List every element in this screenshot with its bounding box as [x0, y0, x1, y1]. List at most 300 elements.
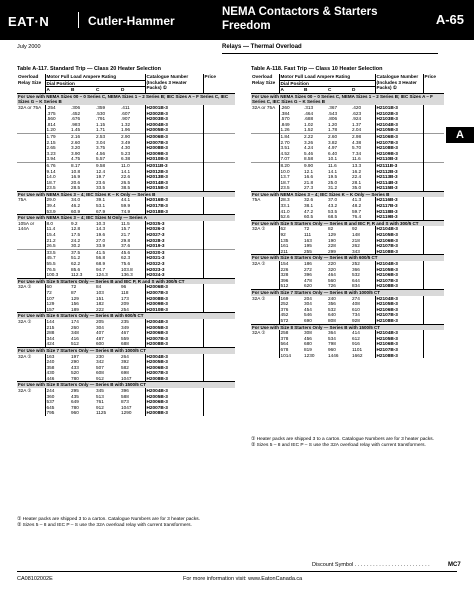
amp-rating: 169: [280, 295, 289, 301]
amp-rating: 14.1: [121, 168, 131, 174]
catalogue-number: H2007B-3: [145, 405, 203, 411]
catalogue-number: H2014B-3: [145, 180, 203, 186]
amp-rating: 9.14: [46, 168, 56, 174]
amp-rating: 546: [304, 312, 312, 318]
amp-rating: 72: [71, 284, 77, 290]
amp-rating: 299: [328, 248, 336, 254]
brand-divider: [78, 12, 79, 28]
catalogue-number: H2006B-3: [145, 284, 203, 290]
catalogue-number: H2107B-3: [375, 347, 423, 353]
catalogue-number: H2103B-3: [375, 116, 423, 122]
amp-rating: 18.7: [280, 179, 290, 185]
amp-rating: 24.2: [71, 237, 81, 243]
footer-info: For more information visit: www.EatonCanada.ca: [183, 576, 303, 582]
amp-rating: .924: [352, 116, 362, 122]
amp-rating: 10.0: [280, 168, 290, 174]
amp-rating: 8.0: [46, 220, 54, 226]
amp-rating: 18.7: [46, 179, 56, 185]
amp-rating: 620: [304, 283, 312, 289]
amp-rating: .375: [46, 110, 56, 116]
amp-rating: 3.20: [71, 145, 81, 151]
amp-rating: 45.6: [120, 249, 145, 255]
amp-rating: 15.7: [121, 226, 131, 232]
amp-rating: .452: [71, 110, 81, 116]
amp-rating: 2.65: [46, 145, 56, 151]
section-title: For Use with NEMA Sizes 3 – 4; IEC Sizes N Only — Series A: [17, 215, 235, 221]
amp-rating: 144: [46, 318, 55, 324]
amp-rating: 22.4: [352, 174, 362, 180]
amp-rating: .543: [328, 110, 338, 116]
amp-rating: 288: [46, 330, 55, 336]
relay-size: 32A or 75A: [17, 105, 45, 133]
amp-rating: 408: [352, 301, 360, 307]
amp-rating: 195: [304, 243, 312, 249]
amp-rating: .607: [121, 110, 131, 116]
amp-rating: 349: [121, 324, 129, 330]
amp-rating: 1230: [304, 352, 315, 358]
amp-rating: 2.04: [352, 127, 362, 133]
amp-rating: 532: [352, 272, 360, 278]
amp-rating: 513: [96, 393, 104, 399]
amp-rating: 211: [280, 248, 288, 254]
amp-rating: 135: [280, 237, 289, 243]
amp-rating: 29.8: [121, 237, 131, 243]
section-row: [251, 220, 444, 226]
amp-rating: 264: [121, 353, 129, 359]
catalogue-number: H2105B-3: [375, 336, 423, 342]
amp-rating: 396: [121, 388, 129, 394]
amp-rating: 4.97: [328, 145, 338, 151]
amp-rating: 446: [46, 375, 55, 381]
catalogue-number: H2105B-3: [375, 232, 423, 238]
relay-size: [17, 249, 45, 278]
amp-rating: 255: [304, 248, 312, 254]
amp-rating: .806: [328, 116, 338, 122]
col-header-catalogue: Catalogue Number (Includes 3 Heater Packs) ①: [375, 74, 423, 93]
amp-rating: 20.6: [71, 179, 81, 185]
amp-rating: 3.23: [46, 150, 56, 156]
catalogue-number: H2015B-3: [145, 185, 203, 191]
amp-rating: 600: [96, 341, 104, 347]
catalogue-number: H2115B-3: [375, 185, 423, 191]
amp-rating: 507: [96, 364, 104, 370]
catalogue-number: H2107B-3: [375, 312, 423, 318]
amp-rating: 34.0: [71, 197, 81, 203]
amp-rating: 28.1: [352, 179, 362, 185]
amp-rating: 14.1: [328, 168, 338, 174]
amp-rating: 644: [352, 277, 360, 283]
catalogue-number: H2117B-3: [375, 203, 423, 209]
amp-rating: 452: [280, 312, 289, 318]
section-title: For Use with NEMA Sizes 3 – 4; IEC Sizes K – K Only — Series B: [17, 191, 235, 197]
amp-rating: 38.5: [121, 185, 131, 191]
amp-rating: 16.9: [71, 174, 81, 180]
amp-rating: 82: [328, 226, 334, 232]
section-title: For Use with NEMA Sizes 00 – 0 Series C, NEMA Sizes 1 – 2 Series B; IEC Sizes A – F Series C, IEC Sizes G – K Series B: [251, 93, 444, 105]
amp-rating: 174: [71, 318, 79, 324]
amp-rating: 6.38: [121, 156, 131, 162]
footnote: ② Sizes 5 – 8 and IEC P – S use the 32A overload relay with current transformers.: [251, 442, 426, 448]
amp-rating: 478: [304, 277, 312, 283]
catalogue-number: H2105B-3: [375, 267, 423, 273]
amp-rating: 220: [328, 261, 336, 266]
amp-rating: 808: [328, 317, 336, 323]
col-header-size: Overload Relay Size: [251, 74, 279, 93]
amp-rating: 1.02: [304, 121, 314, 127]
catalogue-number: H2112B-3: [375, 169, 423, 175]
amp-rating: 59.9: [121, 203, 131, 209]
catalogue-number: H2005B-3: [145, 325, 203, 331]
catalogue-number: H2109B-3: [375, 151, 423, 157]
amp-rating: 75.6: [121, 261, 131, 266]
amp-rating: 537: [46, 399, 55, 405]
amp-rating: 512: [280, 283, 289, 289]
amp-rating: 21.7: [121, 232, 131, 238]
amp-rating: 76.5: [46, 266, 56, 272]
amp-rating: 235: [121, 318, 129, 324]
catalogue-number: H2104B-3: [375, 122, 423, 128]
amp-rating: 44.1: [121, 197, 131, 203]
catalogue-number: H2006B-3: [145, 133, 203, 139]
catalogue-number: H2013B-3: [145, 174, 203, 180]
amp-rating: 163: [304, 237, 312, 243]
amp-rating: 610: [352, 306, 360, 312]
amp-rating: 1.71: [96, 127, 106, 133]
amp-rating: 23.6: [96, 179, 106, 185]
amp-rating: 3.94: [46, 156, 56, 162]
date: July 2000: [17, 44, 41, 50]
catalogue-number: H2008B-3: [145, 376, 203, 382]
amp-rating: 873: [121, 399, 129, 405]
left-footnotes: [17, 517, 232, 529]
amp-rating: .676: [71, 116, 81, 122]
price-cell: [423, 353, 444, 359]
amp-rating: 358: [46, 364, 55, 370]
catalogue-number: H2105B-3: [375, 301, 423, 307]
amp-rating: 5.46: [304, 150, 314, 156]
amp-rating: 348: [71, 330, 79, 336]
footnote: ① Heater packs are shipped 3 to a carton. Catalogue Numbers are for 3 heater packs.: [251, 437, 434, 442]
amp-rating: 1.96: [121, 127, 131, 133]
catalogue-number: H2023-3: [145, 267, 203, 273]
amp-rating: 2.15: [46, 139, 56, 145]
amp-rating: 39.1: [96, 197, 106, 203]
amp-rating: 378: [280, 335, 289, 341]
amp-rating: 433: [71, 364, 79, 370]
amp-rating: 60.9: [71, 208, 81, 214]
amp-rating: 4.52: [280, 150, 290, 156]
section-title: For Use with NEMA Sizes 3 – 4; IEC Sizes K – K Only — Series B: [251, 191, 444, 197]
amp-rating: 84: [96, 284, 102, 290]
catalogue-number: H2024-3: [145, 272, 203, 278]
amp-rating: 11.6: [327, 162, 351, 168]
amp-rating: 204: [304, 295, 312, 301]
amp-rating: 2.60: [327, 133, 351, 139]
amp-rating: 39.4: [46, 203, 56, 209]
amp-rating: 2.53: [95, 133, 120, 139]
amp-rating: 356: [328, 301, 336, 307]
amp-rating: 21.8: [304, 179, 314, 185]
amp-rating: 376: [280, 306, 289, 312]
amp-rating: .530: [96, 110, 106, 116]
amp-rating: 33.9: [96, 243, 106, 249]
amp-rating: 1.84: [279, 133, 303, 139]
catalogue-number: H2004B-3: [145, 388, 203, 394]
amp-rating: 47.2: [304, 208, 314, 214]
relay-size: 32A ②: [17, 354, 45, 382]
amp-rating: 19.5: [328, 174, 338, 180]
amp-rating: 6.76: [45, 162, 70, 168]
amp-rating: 456: [304, 335, 312, 341]
table-row: [251, 353, 444, 359]
catalogue-number: H2106B-3: [375, 133, 423, 139]
amp-rating: 161: [280, 243, 289, 249]
amp-rating: 118: [121, 289, 129, 295]
amp-rating: 33.5: [96, 185, 106, 191]
amp-rating: 156: [71, 301, 79, 307]
amp-rating: 304: [304, 301, 312, 307]
catalogue-number: H2027-3: [145, 232, 203, 238]
amp-rating: 7.34: [352, 150, 362, 156]
amp-rating: .907: [121, 116, 131, 122]
col-header-range: Motor Full Load Ampere Rating: [279, 74, 375, 80]
amp-rating: 5.57: [96, 156, 106, 162]
amp-rating: 262: [352, 243, 360, 249]
amp-rating: .623: [352, 110, 362, 116]
amp-rating: 1.20: [46, 127, 56, 133]
amp-rating: 5.70: [352, 145, 362, 151]
amp-rating: 27.0: [96, 237, 106, 243]
amp-rating: 1.32: [121, 121, 131, 127]
amp-rating: 1.52: [304, 127, 314, 133]
amp-rating: 612: [352, 335, 360, 341]
amp-rating: 23.5: [46, 185, 56, 191]
amp-rating: 13.7: [280, 174, 290, 180]
catalogue-number: H2020-3: [145, 249, 203, 255]
amp-rating: 1.20: [328, 121, 338, 127]
footnote: ② Sizes 5 – 8 and IEC P – S use the 32A overload relay with current transformers.: [17, 522, 192, 528]
catalogue-number: H2009B-3: [145, 301, 203, 307]
amp-rating: 12.1: [304, 168, 314, 174]
section-title: For Use with Size 6 Starters Only — Series B with 600/5 CT: [17, 313, 235, 319]
amp-rating: 62.2: [71, 261, 81, 266]
amp-rating: 392: [121, 359, 129, 365]
catalogue-number: H2018B-3: [145, 209, 203, 215]
relay-size: 32A or 75A: [251, 105, 279, 133]
amp-rating: 780: [71, 404, 79, 410]
catalogue-number: H2107B-3: [375, 140, 423, 146]
amp-rating: 4.75: [71, 156, 81, 162]
amp-rating: 3.26: [304, 139, 314, 145]
amp-rating: 4.30: [121, 145, 131, 151]
page-title-line2: Freedom: [222, 20, 271, 32]
amp-rating: 3.04: [96, 139, 106, 145]
col-header-catalogue: Catalogue Number (Includes 3 Heater Packs) ①: [145, 74, 203, 93]
amp-rating: 1.79: [45, 133, 70, 139]
amp-rating: 190: [328, 237, 336, 243]
amp-rating: 10.1: [328, 156, 338, 162]
catalogue-number: H2004B-3: [145, 319, 203, 325]
amp-rating: 9.90: [303, 162, 327, 168]
catalogue-number: H2003B-3: [145, 116, 203, 122]
amp-rating: 588: [121, 393, 129, 399]
cutler-hammer-logo: Cutler-Hammer: [88, 14, 175, 28]
amp-rating: 33.5: [45, 249, 70, 255]
amp-rating: 320: [328, 266, 336, 272]
amp-rating: 8.20: [279, 162, 303, 168]
relay-size: [251, 162, 279, 191]
catalogue-number: H2006B-3: [145, 365, 203, 371]
section-title: For Use with Size 5 Starters Only — Series B and IEC P, R and S with 300/5 CT: [251, 220, 444, 226]
amp-rating: 2.98: [351, 133, 375, 139]
dial-col-d: D: [351, 87, 375, 94]
amp-rating: 112.3: [71, 272, 83, 278]
amp-rating: 72: [46, 289, 52, 295]
amp-rating: 30.2: [71, 243, 81, 249]
section-title: For Use with Size 8 Starters Only — Series B with 1500/5 CT: [17, 382, 235, 388]
amp-rating: 76.4: [352, 214, 362, 220]
catalogue-number: H2009B-3: [145, 151, 203, 157]
catalogue-number: H2108B-3: [375, 283, 423, 289]
amp-rating: 107: [46, 295, 55, 301]
amp-rating: 414: [352, 330, 360, 336]
catalogue-number: H2108B-3: [375, 318, 423, 324]
amp-rating: 4.24: [304, 145, 314, 151]
relay-size: 32A ②: [17, 284, 45, 312]
catalogue-number: H2008B-3: [145, 410, 203, 416]
amp-rating: 726: [328, 283, 336, 289]
col-header-dial: Dial Position: [45, 80, 145, 87]
catalogue-number: H2107B-3: [375, 243, 423, 249]
amp-rating: 14.3: [96, 226, 106, 232]
amp-rating: 129: [328, 232, 336, 238]
relay-size: 75A: [17, 197, 45, 214]
amp-rating: 163: [46, 353, 55, 359]
catalogue-number: H2019-3: [145, 243, 203, 249]
amp-rating: 819: [304, 346, 312, 352]
section-title: For Use with Size 6 Starters Only — Series B with 600/5 CT: [251, 255, 444, 261]
amp-rating: 454: [304, 306, 312, 312]
amp-rating: 254: [121, 306, 129, 312]
amp-rating: 19.6: [96, 232, 106, 238]
catalogue-number: H2004B-3: [145, 122, 203, 128]
amp-rating: 87: [71, 289, 77, 295]
right-table-title: Table A-118. Fast Trip — Class 10 Heater Selection: [251, 66, 383, 72]
amp-rating: 209: [121, 301, 129, 307]
amp-rating: 960: [328, 346, 336, 352]
amp-rating: 8.17: [70, 162, 95, 168]
section-title: For Use with Size 8 Starters Only — Series B with 1500/5 CT: [251, 324, 444, 330]
discount-code: MC7: [448, 562, 461, 568]
amp-rating: .254: [46, 104, 56, 110]
amp-rating: 26.5: [121, 179, 131, 185]
catalogue-number: H2017B-3: [145, 203, 203, 209]
amp-rating: 27.3: [304, 185, 314, 191]
catalogue-number: H2022-3: [145, 261, 203, 267]
catalogue-number: H2101B-3: [375, 105, 423, 111]
amp-rating: 17.5: [71, 232, 81, 238]
catalogue-number: H2110B-3: [375, 156, 423, 162]
amp-rating: 1446: [328, 352, 339, 358]
amp-rating: 512: [71, 341, 79, 347]
amp-rating: 698: [121, 370, 129, 376]
amp-rating: 1.45: [71, 127, 81, 133]
amp-rating: 3.75: [96, 145, 106, 151]
amp-rating: 244: [46, 388, 55, 394]
amp-rating: 608: [96, 370, 104, 376]
catalogue-number: H2010B-3: [145, 307, 203, 313]
amp-rating: 328: [280, 272, 289, 278]
amp-rating: .849: [280, 121, 290, 127]
amp-rating: 1290: [121, 410, 132, 416]
amp-rating: 960: [71, 410, 79, 416]
amp-rating: 45.7: [46, 255, 56, 261]
amp-rating: 205: [96, 318, 104, 324]
amp-rating: 1125: [96, 410, 107, 416]
amp-rating: 29.0: [46, 197, 56, 203]
amp-rating: 28.5: [71, 185, 81, 191]
amp-rating: 189: [71, 306, 79, 312]
amp-rating: 12.8: [71, 226, 81, 232]
amp-rating: 1.78: [328, 127, 338, 133]
dial-col-b: B: [303, 87, 327, 94]
amp-rating: .464: [304, 110, 314, 116]
catalogue-number: H2104B-3: [375, 226, 423, 232]
amp-rating: 53.5: [328, 208, 338, 214]
amp-rating: .791: [96, 116, 106, 122]
amp-rating: 62.3: [121, 255, 131, 261]
amp-rating: .313: [304, 104, 314, 110]
amp-rating: 136.3: [121, 272, 133, 278]
amp-rating: 16.6: [304, 174, 314, 180]
amp-rating: 68.5: [328, 214, 338, 220]
amp-rating: 154: [280, 261, 289, 266]
amp-rating: 1047: [121, 404, 132, 410]
catalogue-number: H2108B-3: [375, 145, 423, 151]
catalogue-number: H2114B-3: [375, 180, 423, 186]
amp-rating: 487: [96, 335, 104, 341]
amp-rating: 124.3: [96, 272, 108, 278]
amp-rating: 96: [121, 284, 127, 290]
amp-rating: 1.37: [352, 121, 362, 127]
amp-rating: 92: [352, 226, 358, 232]
amp-rating: 1.15: [96, 121, 106, 127]
amp-rating: 11.5: [121, 220, 130, 226]
catalogue-number: H2011B-3: [145, 162, 203, 168]
amp-rating: .306: [71, 104, 81, 110]
catalogue-number: H2113B-3: [375, 174, 423, 180]
amp-rating: 4.38: [352, 139, 362, 145]
amp-rating: 67.9: [96, 208, 106, 214]
catalogue-number: H2007B-3: [145, 370, 203, 376]
section-title: For Use with NEMA Sizes 00 – 0 Series C, NEMA Sizes 1 – 2 Series B; IEC Sizes A – F Series C, IEC Sizes G – K Series B: [17, 93, 235, 105]
relay-size: 32A ②: [17, 319, 45, 347]
amp-rating: 62: [280, 226, 286, 232]
amp-rating: 1047: [121, 375, 132, 381]
catalogue-number: H2007B-3: [145, 140, 203, 146]
amp-rating: 218: [352, 237, 360, 243]
amp-rating: 151: [96, 295, 104, 301]
catalogue-number: H2002B-3: [145, 111, 203, 117]
amp-rating: 734: [352, 312, 360, 318]
catalogue-number: H2105B-3: [375, 127, 423, 133]
amp-rating: 32.6: [304, 197, 314, 203]
amp-rating: 912: [96, 404, 104, 410]
amp-rating: 366: [352, 266, 360, 272]
catalogue-number: H2008B-3: [145, 341, 203, 347]
amp-rating: 252: [352, 261, 360, 266]
amp-rating: 532: [328, 306, 336, 312]
